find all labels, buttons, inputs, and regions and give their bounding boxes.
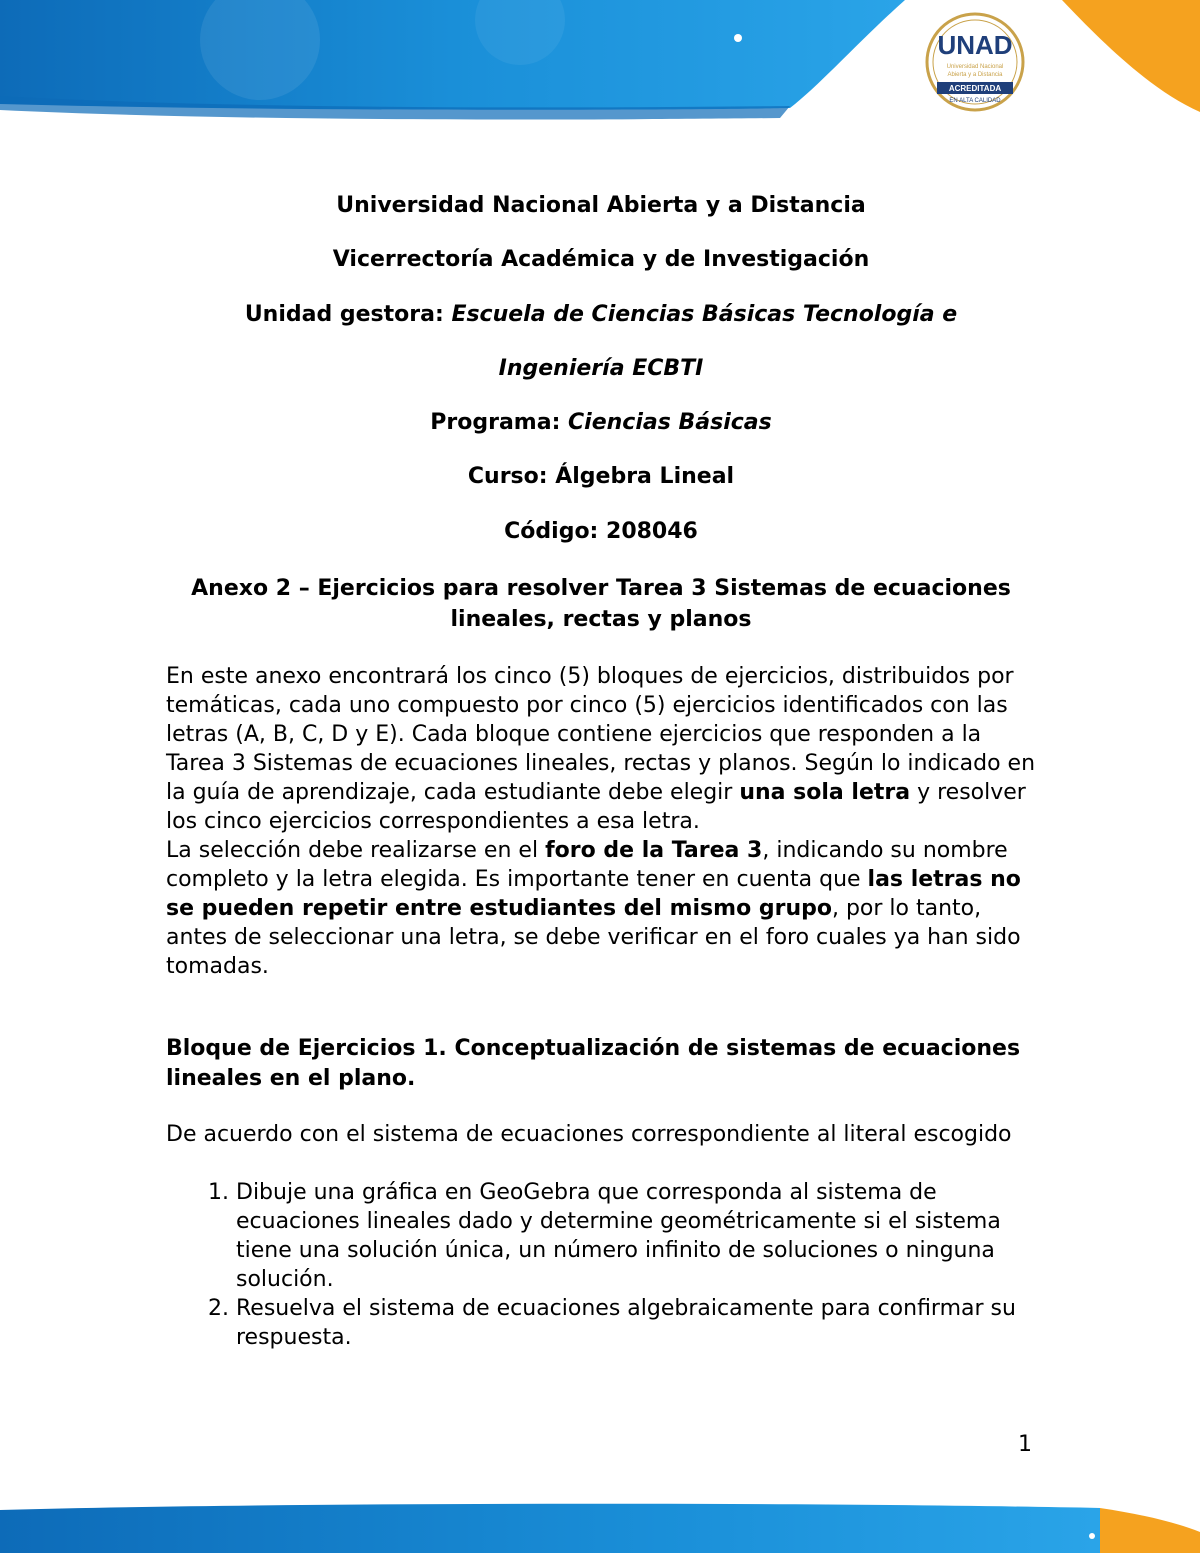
codigo: Código: 208046 (504, 519, 698, 544)
curso: Curso: Álgebra Lineal (467, 464, 735, 489)
block-1-lead: De acuerdo con el sistema de ecuaciones correspondiente al literal escogido (166, 1122, 1012, 1147)
unad-logo (905, 10, 1045, 115)
anexo-title: Anexo 2 – Ejercicios para resolver Tarea 3 Sistemas de ecuaciones lineales, rectas y planos (191, 576, 1011, 632)
list-item: 1. Dibuje una gráfica en GeoGebra que corresponda al sistema de ecuaciones lineales dado y determine geométricamente si el sistema tiene una solución única, un número infinito de soluciones o ninguna solución. (236, 1178, 1036, 1294)
logo-badge: ACREDITADA (948, 84, 1002, 93)
vicerrectoria-title: Vicerrectoría Académica y de Investigación (332, 247, 870, 272)
programa: Programa: Ciencias Básicas (430, 410, 772, 435)
logo-badge-sub: EN ALTA CALIDAD (949, 98, 1001, 104)
intro-paragraph-1: En este anexo encontrará los cinco (5) bloques de ejercicios, distribuidos por temáticas, cada uno compuesto por cinco (5) ejercicios identificados con las letras (A, B, C, D y E). Cada bloque contiene ejercicios que responden a la Tarea 3 Sistemas de ecuaciones lineales, rectas y planos. Según lo indicado en la guía de aprendizaje, cada estudiante debe elegir una sola letra y resolver los cinco ejercicios correspondientes a esa letra. (166, 664, 1036, 834)
list-item: 2. Resuelva el sistema de ecuaciones algebraicamente para confirmar su respuesta. (236, 1294, 1036, 1352)
block-1-title: Bloque de Ejercicios 1. Conceptualización de sistemas de ecuaciones lineales en el plano. (166, 1036, 1021, 1091)
logo-brand: UNAD (937, 30, 1013, 60)
intro-text (166, 662, 1036, 981)
intro-paragraph-2: La selección debe realizarse en el foro de la Tarea 3, indicando su nombre completo y la letra elegida. Es importante tener en cuenta que las letras no se pueden repetir entre estudiantes del mismo grupo, por lo tanto, antes de seleccionar una letra, se debe verificar en el foro cuales ya han sido tomadas. (166, 838, 1021, 979)
svg-text:Abierta y a Distancia: Abierta y a Distancia (947, 72, 1003, 78)
block-1-tasks (166, 1178, 1036, 1352)
page-number: 1 (1018, 1432, 1032, 1457)
svg-text:Universidad Nacional: Universidad Nacional (946, 64, 1004, 70)
unidad-gestora-cont: Ingeniería ECBTI (498, 356, 704, 381)
footer-banner (0, 1500, 1200, 1553)
unidad-gestora: Unidad gestora: Escuela de Ciencias Básicas Tecnología e (244, 302, 958, 327)
university-title: Universidad Nacional Abierta y a Distancia (336, 193, 866, 218)
